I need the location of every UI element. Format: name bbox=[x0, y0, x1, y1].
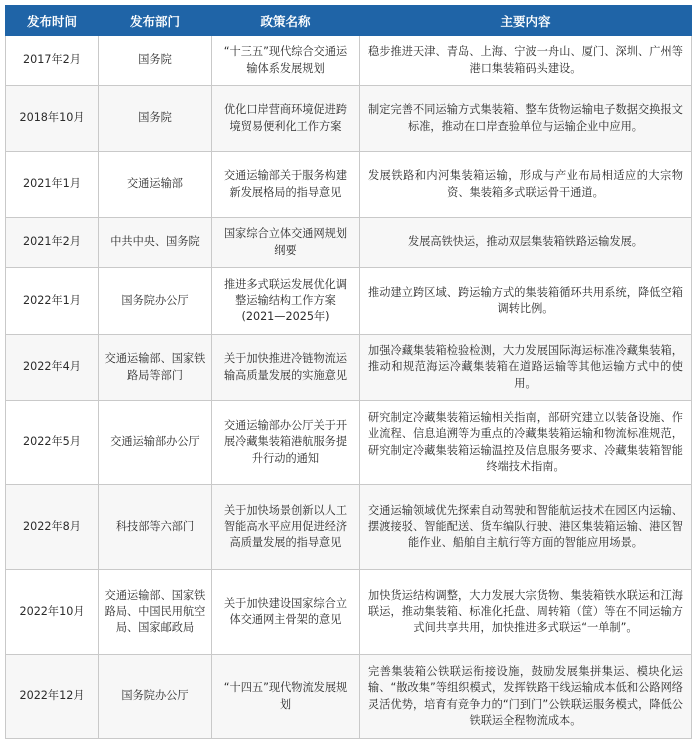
policy-text: 推进多式联运发展优化调整运输结构工作方案(2021—2025年) bbox=[223, 277, 348, 324]
cell-date: 2022年10月 bbox=[6, 570, 99, 655]
table-row bbox=[6, 152, 692, 218]
table-row bbox=[6, 218, 692, 268]
policy-text: 关于加快推进冷链物流运输高质量发展的实施意见 bbox=[223, 352, 348, 382]
content-text: 交通运输领域优先探索自动驾驶和智能航运技术在园区内运输、摆渡接驳、智能配送、货车编队行驶、港区集装箱运输、港区智能作业、船舶自主航行等方面的智能应用场景。 bbox=[368, 503, 683, 550]
header-row bbox=[6, 6, 692, 36]
policy-text: 关于加快场景创新以人工智能高水平应用促进经济高质量发展的指导意见 bbox=[223, 503, 348, 550]
policy-text: 交通运输部关于服务构建新发展格局的指导意见 bbox=[223, 169, 348, 199]
policy-text: 优化口岸营商环境促进跨境贸易便利化工作方案 bbox=[223, 103, 348, 133]
cell-policy-name bbox=[212, 655, 360, 739]
cell-main-content bbox=[360, 485, 692, 570]
content-text: 发展铁路和内河集装箱运输，形成与产业布局相适应的大宗物资、集装箱多式联运骨干通道。 bbox=[368, 169, 683, 199]
header-department: 发布部门 bbox=[99, 6, 212, 36]
cell-main-content bbox=[360, 86, 692, 152]
table-row bbox=[6, 36, 692, 86]
cell-policy-name bbox=[212, 485, 360, 570]
cell-department: 交通运输部、国家铁路局、中国民用航空局、国家邮政局 bbox=[99, 570, 212, 655]
cell-date: 2022年12月 bbox=[6, 655, 99, 739]
content-text: 发展高铁快运，推动双层集装箱铁路运输发展。 bbox=[408, 235, 643, 249]
cell-main-content bbox=[360, 570, 692, 655]
content-text: 加强冷藏集装箱检验检测，大力发展国际海运标准冷藏集装箱，推动和规范海运冷藏集装箱在道路运输等其他运输方式中的使用。 bbox=[368, 344, 683, 390]
cell-policy-name bbox=[212, 401, 360, 485]
cell-department: 国务院办公厅 bbox=[99, 268, 212, 335]
cell-main-content bbox=[360, 218, 692, 268]
cell-main-content bbox=[360, 36, 692, 86]
policy-table bbox=[5, 5, 692, 739]
cell-department: 交通运输部、国家铁路局等部门 bbox=[99, 335, 212, 401]
cell-policy-name bbox=[212, 570, 360, 655]
cell-date: 2022年8月 bbox=[6, 485, 99, 570]
cell-policy-name bbox=[212, 335, 360, 401]
cell-department: 中共中央、国务院 bbox=[99, 218, 212, 268]
cell-date: 2017年2月 bbox=[6, 36, 99, 86]
cell-main-content bbox=[360, 335, 692, 401]
cell-policy-name bbox=[212, 268, 360, 335]
cell-date: 2021年1月 bbox=[6, 152, 99, 218]
table-row bbox=[6, 335, 692, 401]
header-date: 发布时间 bbox=[6, 6, 99, 36]
policy-text: 关于加快建设国家综合立体交通网主骨架的意见 bbox=[223, 596, 348, 626]
policy-text: “十三五”现代综合交通运输体系发展规划 bbox=[223, 45, 348, 75]
content-text: 制定完善不同运输方式集装箱、整车货物运输电子数据交换报文标准，推动在口岸查验单位与运输企业中应用。 bbox=[368, 103, 683, 133]
cell-department: 国务院 bbox=[99, 86, 212, 152]
content-text: 稳步推进天津、青岛、上海、宁波一舟山、厦门、深圳、广州等港口集装箱码头建设。 bbox=[368, 45, 683, 75]
table-row bbox=[6, 570, 692, 655]
policy-text: 交通运输部办公厅关于开展冷藏集装箱港航服务提升行动的通知 bbox=[223, 419, 348, 465]
table-row bbox=[6, 268, 692, 335]
cell-date: 2022年1月 bbox=[6, 268, 99, 335]
table-row bbox=[6, 485, 692, 570]
cell-main-content bbox=[360, 401, 692, 485]
cell-date: 2021年2月 bbox=[6, 218, 99, 268]
policy-text: “十四五”现代物流发展规划 bbox=[223, 681, 348, 711]
cell-main-content bbox=[360, 268, 692, 335]
cell-department: 交通运输部办公厅 bbox=[99, 401, 212, 485]
cell-policy-name bbox=[212, 152, 360, 218]
cell-date: 2022年5月 bbox=[6, 401, 99, 485]
cell-main-content bbox=[360, 152, 692, 218]
content-text: 加快货运结构调整，大力发展大宗货物、集装箱铁水联运和江海联运，推动集装箱、标准化托盘、周转箱（筐）等在不同运输方式间共享共用，加快推进多式联运“一单制”。 bbox=[368, 588, 683, 635]
cell-department: 交通运输部 bbox=[99, 152, 212, 218]
cell-policy-name bbox=[212, 86, 360, 152]
cell-date: 2018年10月 bbox=[6, 86, 99, 152]
policy-text: 国家综合立体交通网规划纲要 bbox=[223, 227, 348, 257]
content-text: 完善集装箱公铁联运衔接设施，鼓励发展集拼集运、模块化运输、“散改集”等组织模式，发挥铁路干线运输成本低和公路网络灵活优势，培育有竞争力的“门到门”公铁联运服务模式，降低公铁联运全程物流成本。 bbox=[368, 665, 683, 727]
table-row bbox=[6, 655, 692, 739]
cell-policy-name bbox=[212, 218, 360, 268]
cell-main-content bbox=[360, 655, 692, 739]
cell-department: 国务院办公厅 bbox=[99, 655, 212, 739]
content-text: 研究制定冷藏集装箱运输相关指南，部研究建立以装备设施、作业流程、信息追溯等为重点的冷藏集装箱运输和物流标准规范，研究制定冷藏集装箱运输温控及信息服务要求、冷藏集装箱智能终端技术指南。 bbox=[368, 411, 683, 473]
cell-date: 2022年4月 bbox=[6, 335, 99, 401]
header-policy-name: 政策名称 bbox=[212, 6, 360, 36]
cell-department: 国务院 bbox=[99, 36, 212, 86]
cell-policy-name bbox=[212, 36, 360, 86]
header-main-content: 主要内容 bbox=[360, 6, 692, 36]
cell-department: 科技部等六部门 bbox=[99, 485, 212, 570]
table-row bbox=[6, 401, 692, 485]
table-row bbox=[6, 86, 692, 152]
content-text: 推动建立跨区域、跨运输方式的集装箱循环共用系统，降低空箱调转比例。 bbox=[368, 285, 683, 315]
